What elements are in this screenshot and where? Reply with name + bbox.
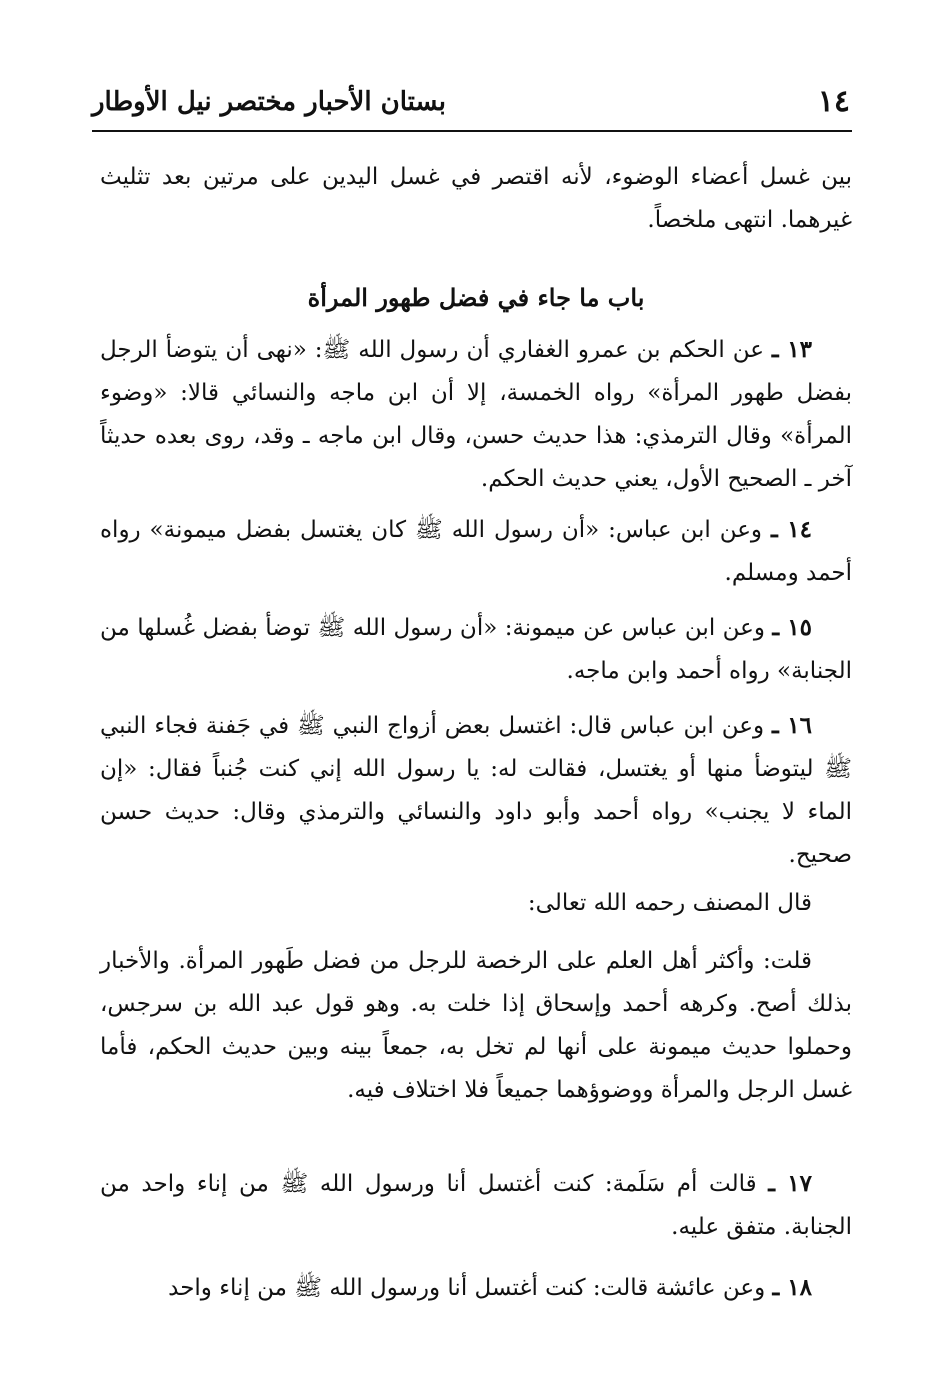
- hadith-18: [100, 1266, 852, 1310]
- running-title: بستان الأحبار مختصر نيل الأوطار: [92, 87, 446, 117]
- hadith-text: عن الحكم بن عمرو الغفاري أن رسول الله ﷺ: «نهى أن يتوضأ الرجل بفضل طهور المرأة» رواه الخمسة، إلا أن ابن ماجه والنسائي قالا: «وضوء المرأة» وقال الترمذي: هذا حديث حسن، وقال ابن ماجه ـ وقد، روى بعده حديثاً آخر ـ الصحيح الأول، يعني حديث الحكم.: [100, 337, 852, 492]
- hadith-17: [100, 1162, 852, 1249]
- author-note: [100, 940, 852, 1112]
- hadith-15: [100, 606, 852, 693]
- hadith-text: قالت أم سَلَمة: كنت أغتسل أنا ورسول الله ﷺ من إناء واحد من الجنابة. متفق عليه.: [100, 1171, 852, 1240]
- hadith-number: ١٨ ـ: [772, 1274, 812, 1301]
- hadith-number: ١٥ ـ: [772, 614, 813, 641]
- hadith-16: [100, 704, 852, 877]
- intro-paragraph: [100, 156, 852, 242]
- header-divider: [92, 130, 852, 132]
- hadith-number: ١٧ ـ: [768, 1170, 812, 1197]
- author-note-heading: قال المصنف رحمه الله تعالى:: [527, 890, 812, 916]
- hadith-13: [100, 328, 852, 501]
- hadith-text: وعن ابن عباس قال: اغتسل بعض أزواج النبي ﷺ في جَفنة فجاء النبي ﷺ ليتوضأ منها أو يغتسل، فقالت له: يا رسول الله إني كنت جُنباً فقال: «إن الماء لا يجنب» رواه أحمد وأبو داود والنسائي والترمذي وقال: حديث حسن صحيح.: [100, 713, 852, 868]
- hadith-number: ١٦ ـ: [771, 712, 813, 739]
- hadith-number: ١٣ ـ: [771, 336, 813, 363]
- page-number: ١٤: [817, 84, 850, 119]
- author-note-text: قلت: وأكثر أهل العلم على الرخصة للرجل من فضل طَهور المرأة. والأخبار بذلك أصح. وكرهه أحمد وإسحاق إذا خلت به. وهو قول عبد الله بن سرجس، وحملوا حديث ميمونة على أنها لم تخل به، جمعاً بينه وبين حديث الحكم، فأما غسل الرجل والمرأة ووضوؤهما جميعاً فلا اختلاف فيه.: [100, 948, 852, 1103]
- chapter-heading: باب ما جاء في فضل طهور المرأة: [307, 283, 645, 312]
- page-header: [92, 82, 850, 126]
- intro-text: بين غسل أعضاء الوضوء، لأنه اقتصر في غسل اليدين على مرتين بعد تثليث غيرهما. انتهى ملخصاً.: [100, 164, 852, 233]
- hadith-14: [100, 508, 852, 595]
- author-note-intro: [100, 882, 852, 925]
- hadith-text: وعن عائشة قالت: كنت أغتسل أنا ورسول الله ﷺ من إناء واحد: [168, 1275, 766, 1301]
- hadith-text: وعن ابن عباس: «أن رسول الله ﷺ كان يغتسل بفضل ميمونة» رواه أحمد ومسلم.: [100, 517, 852, 586]
- hadith-number: ١٤ ـ: [770, 516, 813, 543]
- hadith-text: وعن ابن عباس عن ميمونة: «أن رسول الله ﷺ توضأ بفضل غُسلها من الجنابة» رواه أحمد وابن ماجه.: [100, 615, 852, 684]
